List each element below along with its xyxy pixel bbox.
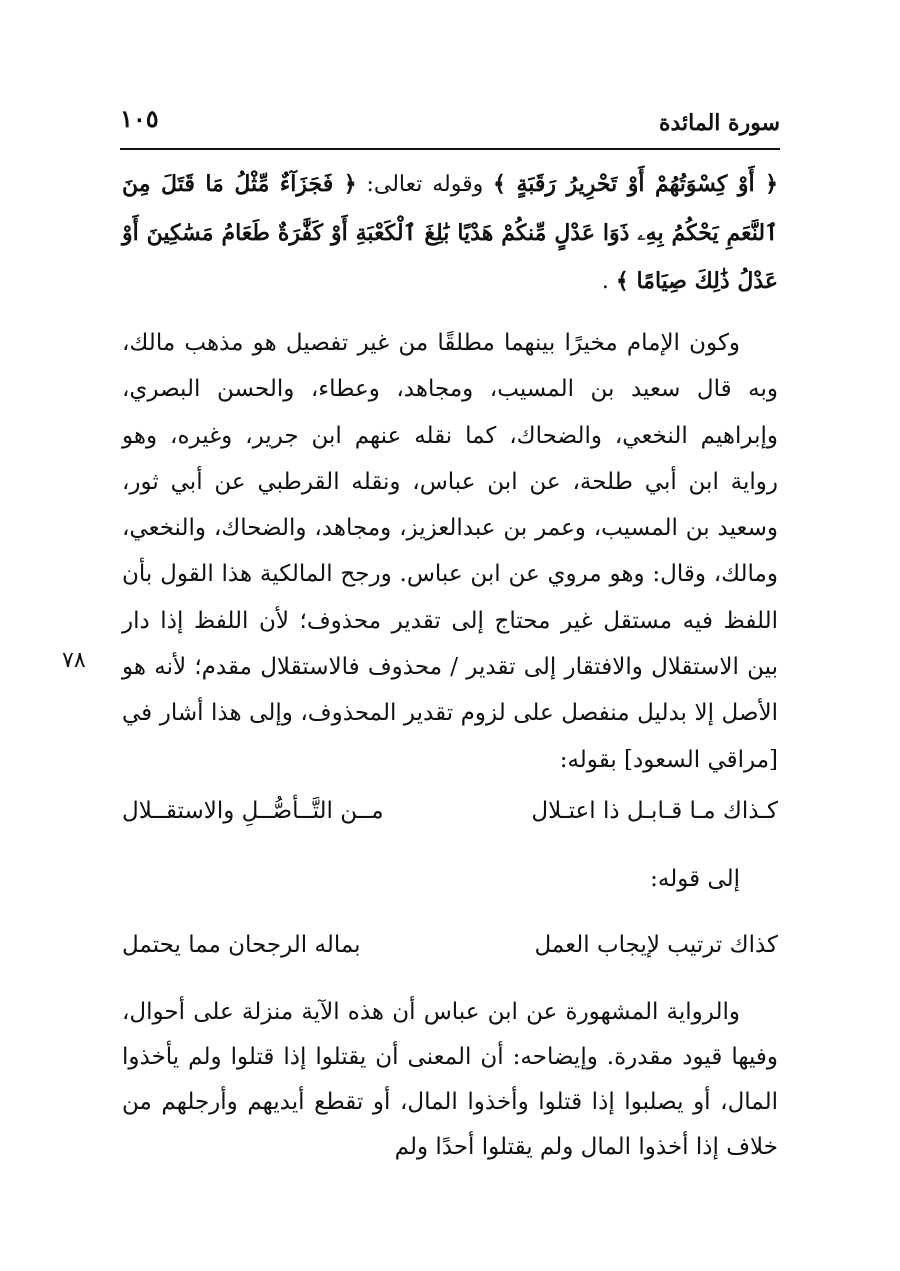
- quran-verse-kaffara: ﴿ أَوْ كِسْوَتُهُمْ أَوْ تَحْرِيرُ رَقَبَةٍ ﴾: [493, 171, 778, 197]
- paragraph-ibn-abbas-view: والرواية المشهورة عن ابن عباس أن هذه الآية منزلة على أحوال، وفيها قيود مقدرة. وإيضاحه: أن المعنى أن يقتلوا إذا قتلوا ولم يأخذوا المال، أو يصلبوا إذا قتلوا وأخذوا المال، أو تقطع أيديهم وأرجلهم من خلاف إذا أخذوا المال ولم يقتلوا أحدًا ولم: [122, 999, 778, 1160]
- verse-1-hemistich-2: مــن التَّــأصُّــلِ والاستقــلال: [122, 798, 384, 824]
- paragraph-maliki-view: وكون الإمام مخيرًا بينهما مطلقًا من غير تفصيل هو مذهب مالك، وبه قال سعيد بن المسيب، ومجاهد، وعطاء، والحسن البصري، وإبراهيم النخعي، والضحاك، كما نقله عنهم ابن جرير، وغيره، وهو رواية ابن أبي طلحة، عن ابن عباس، ونقله القرطبي عن أبي ثور، وسعيد بن المسيب، وعمر بن عبدالعزيز، ومجاهد، والضحاك، والنخعي، ومالك، وقال: وهو مروي عن ابن عباس. ورجح المالكية هذا القول بأن اللفظ فيه مستقل غير محتاج إلى تقدير محذوف؛ لأن اللفظ إذا دار بين الاستقلال والافتقار إلى تقدير / محذوف فالاستقلال مقدم؛ لأنه هو الأصل إلا بدليل منفصل على لزوم تقدير المحذوف، وإلى هذا أشار في [مراقي السعود] بقوله:: [122, 330, 778, 773]
- margin-page-number: ٧٨: [62, 648, 86, 673]
- connector-text: وقوله تعالى:: [356, 172, 494, 197]
- until-his-saying: إلى قوله:: [650, 866, 740, 892]
- page-number: ١٠٥: [120, 104, 159, 133]
- poem-verse-1: [122, 798, 778, 838]
- page-header: [120, 100, 780, 150]
- end-mark: .: [601, 269, 616, 294]
- verse-2-hemistich-1: كذاك ترتيب لإيجاب العمل: [534, 932, 778, 958]
- surah-title: سورة المائدة: [658, 110, 780, 136]
- quran-verse-block: [122, 160, 778, 306]
- verse-1-hemistich-1: كـذاك مـا قـابـل ذا اعتـلال: [531, 798, 778, 824]
- poem-verse-2: [122, 932, 778, 972]
- quran-verse-jaza: ﴿ فَجَزَآءٌ مِّثْلُ مَا قَتَلَ مِنَ ٱلنَّعَمِ يَحْكُمُ بِهِۦ ذَوَا عَدْلٍ مِّنكُمْ هَدْيًا بَٰلِغَ ٱلْكَعْبَةِ أَوْ كَفَّٰرَةٌ طَعَامُ مَسَٰكِينَ أَوْ عَدْلُ ذَٰلِكَ صِيَامًا ﴾: [122, 171, 778, 294]
- verse-2-hemistich-2: بماله الرجحان مما يحتمل: [122, 932, 361, 958]
